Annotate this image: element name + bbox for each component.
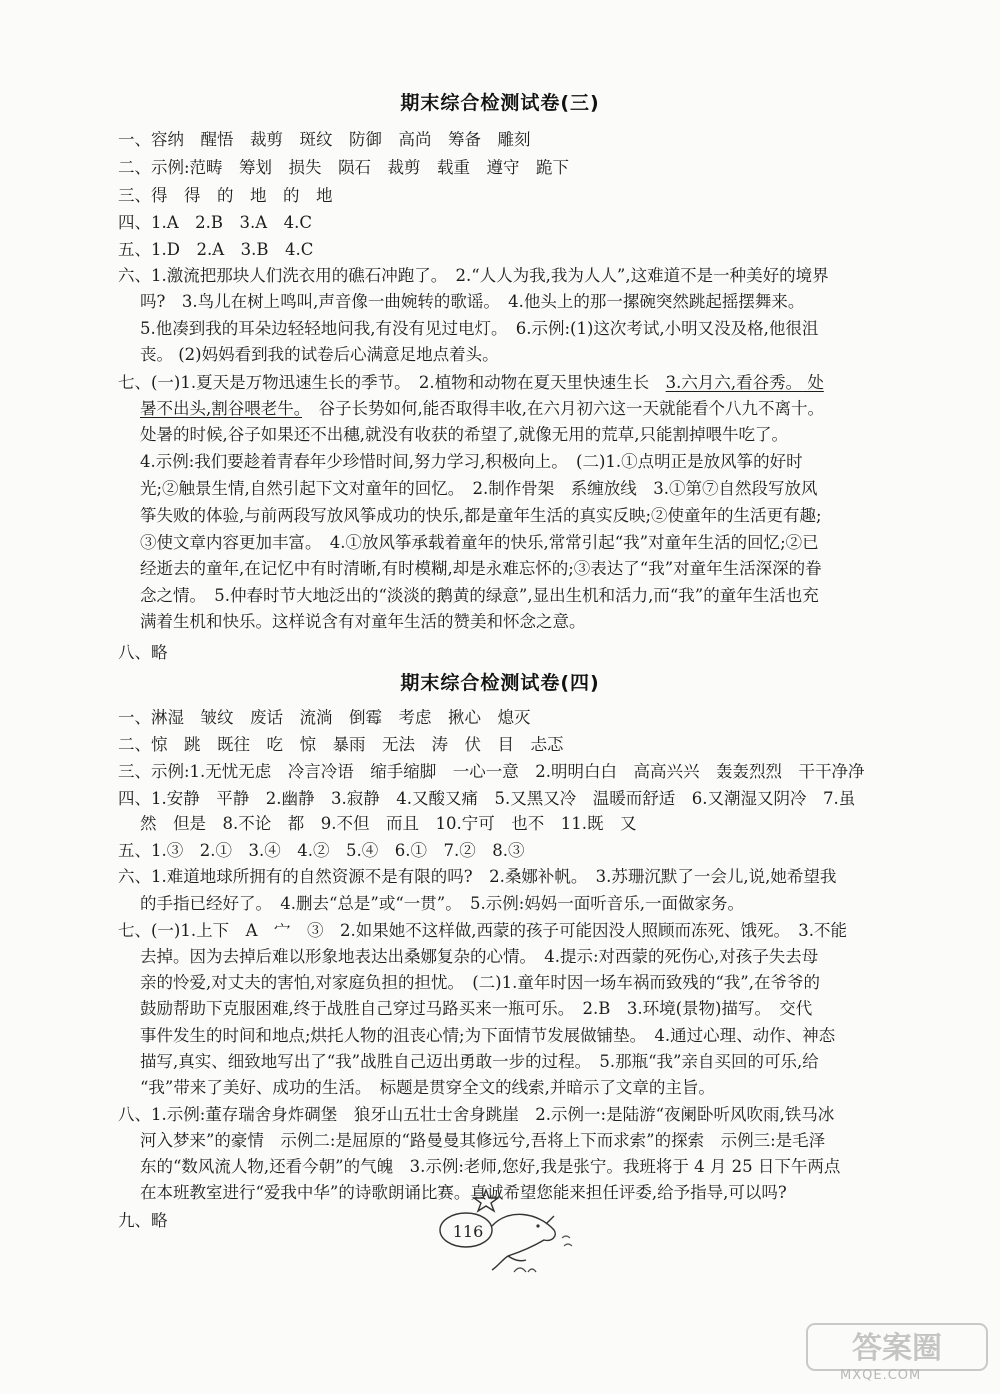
test4-line-5: 然 但是 8.不论 都 9.不但 而且 10.宁可 也不 11.既 又 (140, 814, 637, 833)
test4-line-20: 九、略 (118, 1211, 168, 1230)
test3-title: 期末综合检测试卷(三) (400, 92, 600, 114)
test4-line-18: 东的“数风流人物,还看今朝”的气魄 3.示例:老师,您好,我是张宁。我班将于 4 月 25 日下午两点 (140, 1157, 841, 1176)
test3-proverb-underlined: 3.六月六,看谷秀。 (665, 373, 803, 392)
test4-line-2: 二、惊 跳 既往 吃 惊 暴雨 无法 涛 伏 目 忐忑 (118, 735, 564, 754)
test4-line-1: 一、淋湿 皱纹 废话 流淌 倒霉 考虑 揪心 熄灭 (118, 708, 531, 727)
test4-line-8: 的手指已经好了。 4.删去“总是”或“一贯”。 5.示例:妈妈一面听音乐,一面做家务。 (140, 894, 745, 913)
test3-line-8: 5.他凑到我的耳朵边轻轻地问我,有没有见过电灯。 6.示例:(1)这次考试,小明又没及格,他很沮 (140, 319, 819, 338)
test3-line-4: 四、1.A 2.B 3.A 4.C (118, 213, 313, 232)
test3-line-2: 二、示例:范畴 筹划 损失 陨石 裁剪 载重 遵守 跪下 (118, 158, 570, 177)
test3-line-12: 处暑的时候,谷子如果还不出穗,就没有收获的希望了,就像无用的荒草,只能割掉喂牛吃了。 (140, 425, 788, 444)
test4-line-19: 在本班教室进行“爱我中华”的诗歌朗诵比赛。真诚希望您能来担任评委,给予指导,可以吗? (140, 1183, 787, 1202)
test3-line-10 (118, 372, 824, 394)
test3-proverb-underlined-2: 处 (802, 373, 824, 392)
test4-line-4: 四、1.安静 平静 2.幽静 3.寂静 4.又酸又痛 5.又黑又冷 温暖而舒适 6.又潮湿又阴冷 7.虽 (118, 789, 856, 808)
test3-line-6: 六、1.激流把那块人们洗衣用的礁石冲跑了。 2.“人人为我,我为人人”,这难道不是一种美好的境界 (118, 266, 829, 285)
test3-line-15: 筝失败的体验,与前两段写放风筝成功的快乐,都是童年生活的真实反映;②使童年的生活更有趣; (140, 506, 822, 525)
test4-line-17: 河入梦来”的豪情 示例二:是屈原的“路曼曼其修远兮,吾将上下而求索”的探索 示例三:是毛泽 (140, 1131, 826, 1150)
test3-line-11-text: 谷子长势如何,能否取得丰收,在六月初六这一天就能看个八九不离十。 (302, 399, 824, 418)
test3-line-11 (140, 398, 824, 420)
test4-line-12: 鼓励帮助下克服困难,终于战胜自己穿过马路买来一瓶可乐。 2.B 3.环境(景物)描写。 交代 (140, 999, 813, 1018)
test4-line-6: 五、1.③ 2.① 3.④ 4.② 5.④ 6.① 7.② 8.③ (118, 841, 525, 860)
watermark-url: MXQE.COM (840, 1368, 922, 1383)
test3-line-13: 4.示例:我们要趁着青春年少珍惜时间,努力学习,积极向上。 (二)1.①点明正是放风筝的好时 (140, 452, 803, 471)
test3-line-5: 五、1.D 2.A 3.B 4.C (118, 240, 314, 259)
test3-line-1: 一、容纳 醒悟 裁剪 斑纹 防御 高尚 筹备 雕刻 (118, 130, 531, 149)
test3-proverb-underlined-3: 暑不出头,割谷喂老牛。 (140, 399, 302, 418)
test3-line-7: 吗? 3.鸟儿在树上鸣叫,声音像一曲婉转的歌谣。 4.他头上的那一摞碗突然跳起摇摆舞来。 (140, 292, 805, 311)
test3-line-10-text: 七、(一)1.夏天是万物迅速生长的季节。 2.植物和动物在夏天里快速生长 (118, 373, 666, 392)
test4-line-11: 亲的怜爱,对丈夫的害怕,对家庭负担的担忧。 (二)1.童年时因一场车祸而致残的“我”,在爷爷的 (140, 973, 820, 992)
test4-line-16: 八、1.示例:董存瑞舍身炸碉堡 狼牙山五壮士舍身跳崖 2.示例一:是陆游“夜阑卧听风吹雨,铁马冰 (118, 1105, 835, 1124)
test3-line-14: 光;②触景生情,自然引起下文对童年的回忆。 2.制作骨架 系缠放线 3.①第⑦自然段写放风 (140, 479, 818, 498)
test4-line-14: 描写,真实、细致地写出了“我”战胜自己迈出勇敢一步的过程。 5.那瓶“我”亲自买回的可乐,给 (140, 1052, 819, 1071)
test3-line-19: 满着生机和快乐。这样说含有对童年生活的赞美和怀念之意。 (140, 612, 586, 631)
test4-line-13: 事件发生的时间和地点;烘托人物的沮丧心情;为下面情节发展做铺垫。 4.通过心理、动作、神态 (140, 1026, 836, 1045)
test4-line-10: 去掉。因为去掉后难以形象地表达出桑娜复杂的心情。 4.提示:对西蒙的死伤心,对孩子失去母 (140, 947, 819, 966)
watermark-logo-text: 答案圈 (852, 1331, 942, 1366)
test3-line-18: 念之情。 5.仲春时节大地泛出的“淡淡的鹅黄的绿意”,显出生机和活力,而“我”的童年生活也充 (140, 586, 819, 605)
test3-line-20: 八、略 (118, 643, 168, 662)
test3-line-9: 丧。 (2)妈妈看到我的试卷后心满意足地点着头。 (140, 345, 499, 364)
test4-line-3: 三、示例:1.无忧无虑 冷言冷语 缩手缩脚 一心一意 2.明明白白 高高兴兴 轰轰烈烈 干干净净 (118, 762, 865, 781)
test4-line-15: “我”带来了美好、成功的生活。 标题是贯穿全文的线索,并暗示了文章的主旨。 (140, 1078, 715, 1097)
test3-line-16: ③使文章内容更加丰富。 4.①放风筝承载着童年的快乐,常常引起“我”对童年生活的回忆;②已 (140, 533, 819, 552)
page-number: 116 (452, 1222, 484, 1241)
test4-line-7: 六、1.难道地球所拥有的自然资源不是有限的吗? 2.桑娜补帆。 3.苏珊沉默了一会儿,说,她希望我 (118, 867, 837, 886)
test4-title: 期末综合检测试卷(四) (400, 672, 600, 694)
test3-line-3: 三、得 得 的 地 的 地 (118, 186, 333, 205)
test4-line-9: 七、(一)1.上下 A 宀 ③ 2.如果她不这样做,西蒙的孩子可能因没人照顾而冻死、饿死。 3.不能 (118, 921, 848, 940)
test3-line-17: 经逝去的童年,在记忆中有时清晰,有时模糊,却是永难忘怀的;③表达了“我”对童年生活深深的眷 (140, 559, 822, 578)
